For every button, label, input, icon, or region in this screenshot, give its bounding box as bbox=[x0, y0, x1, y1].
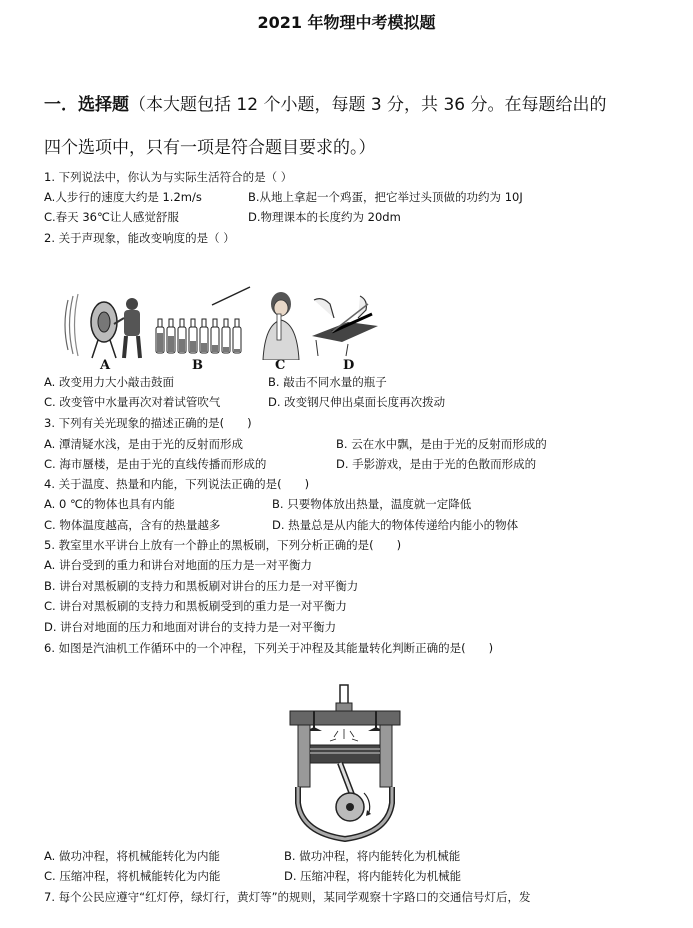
q4-option-d: D. 热量总是从内能大的物体传递给内能小的物体 bbox=[272, 518, 519, 532]
q1-stem: 1. 下列说法中，你认为与实际生活符合的是（ ） bbox=[44, 170, 293, 184]
q2-option-b: B. 敲击不同水量的瓶子 bbox=[268, 375, 387, 389]
q5-option-b: B. 讲台对黑板刷的支持力和黑板刷对讲台的压力是一对平衡力 bbox=[44, 579, 359, 593]
q2-figure-label-d: D bbox=[343, 358, 355, 373]
q3-option-c: C. 海市蜃楼，是由于光的直线传播而形成的 bbox=[44, 457, 267, 471]
q2-option-c: C. 改变管中水量再次对着试管吹气 bbox=[44, 395, 221, 409]
exam-title: 2021 年物理中考模拟题 bbox=[257, 13, 436, 32]
q2-option-a: A. 改变用力大小敲击鼓面 bbox=[44, 375, 174, 389]
q4-option-c: C. 物体温度越高，含有的热量越多 bbox=[44, 518, 221, 532]
q2-option-d: D. 改变钢尺伸出桌面长度再次拨动 bbox=[268, 395, 446, 409]
q2-figure-label-a: A bbox=[100, 358, 111, 373]
q4-stem: 4. 关于温度、热量和内能，下列说法正确的是( ) bbox=[44, 477, 310, 491]
q6-stem: 6. 如图是汽油机工作循环中的一个冲程，下列关于冲程及其能量转化判断正确的是( ) bbox=[44, 641, 494, 655]
q3-option-d: D. 手影游戏，是由于光的色散而形成的 bbox=[336, 457, 537, 471]
q2-figure-drum bbox=[62, 290, 150, 360]
q2-figure-label-c: C bbox=[275, 358, 286, 373]
q2-figure-test-tube bbox=[255, 290, 307, 360]
q5-option-c: C. 讲台对黑板刷的支持力和黑板刷受到的重力是一对平衡力 bbox=[44, 599, 347, 613]
q6-option-c: C. 压缩冲程，将机械能转化为内能 bbox=[44, 869, 221, 883]
q5-stem: 5. 教室里水平讲台上放有一个静止的黑板刷，下列分析正确的是( ) bbox=[44, 538, 402, 552]
section-number: 一． bbox=[44, 95, 78, 115]
q6-option-b: B. 做功冲程，将内能转化为机械能 bbox=[284, 849, 461, 863]
q1-option-b: B.从地上拿起一个鸡蛋，把它举过头顶做的功约为 10J bbox=[248, 190, 523, 204]
q1-option-c: C.春天 36℃让人感觉舒服 bbox=[44, 210, 179, 224]
q3-option-a: A. 潭清疑水浅，是由于光的反射而形成 bbox=[44, 437, 243, 451]
q2-stem: 2. 关于声现象，能改变响度的是（ ） bbox=[44, 231, 235, 245]
q4-option-b: B. 只要物体放出热量，温度就一定降低 bbox=[272, 497, 472, 511]
q3-stem: 3. 下列有关光现象的描述正确的是( ) bbox=[44, 416, 252, 430]
q6-figure-engine bbox=[280, 683, 410, 843]
q2-figure-label-b: B bbox=[192, 358, 203, 373]
q2-figure-bottles bbox=[152, 285, 252, 357]
section-desc-line2: 四个选项中，只有一项是符合题目要求的。） bbox=[44, 138, 376, 158]
q6-option-d: D. 压缩冲程，将内能转化为机械能 bbox=[284, 869, 462, 883]
q7-stem: 7. 每个公民应遵守“红灯停，绿灯行，黄灯等”的规则，某同学观察十字路口的交通信号灯后，发 bbox=[44, 890, 531, 904]
section-desc-line1: （本大题包括 12 个小题，每题 3 分，共 36 分。在每题给出的 bbox=[129, 95, 607, 115]
q1-option-d: D.物理课本的长度约为 20dm bbox=[248, 210, 401, 224]
section-name: 选择题 bbox=[78, 95, 129, 115]
q1-option-a: A.人步行的速度大约是 1.2m/s bbox=[44, 190, 202, 204]
q6-option-a: A. 做功冲程，将机械能转化为内能 bbox=[44, 849, 220, 863]
q2-figure-ruler bbox=[308, 292, 380, 358]
section-heading bbox=[44, 95, 654, 115]
q5-option-a: A. 讲台受到的重力和讲台对地面的压力是一对平衡力 bbox=[44, 558, 312, 572]
q3-option-b: B. 云在水中飘，是由于光的反射而形成的 bbox=[336, 437, 547, 451]
q4-option-a: A. 0 ℃的物体也具有内能 bbox=[44, 497, 175, 511]
q5-option-d: D. 讲台对地面的压力和地面对讲台的支持力是一对平衡力 bbox=[44, 620, 337, 634]
